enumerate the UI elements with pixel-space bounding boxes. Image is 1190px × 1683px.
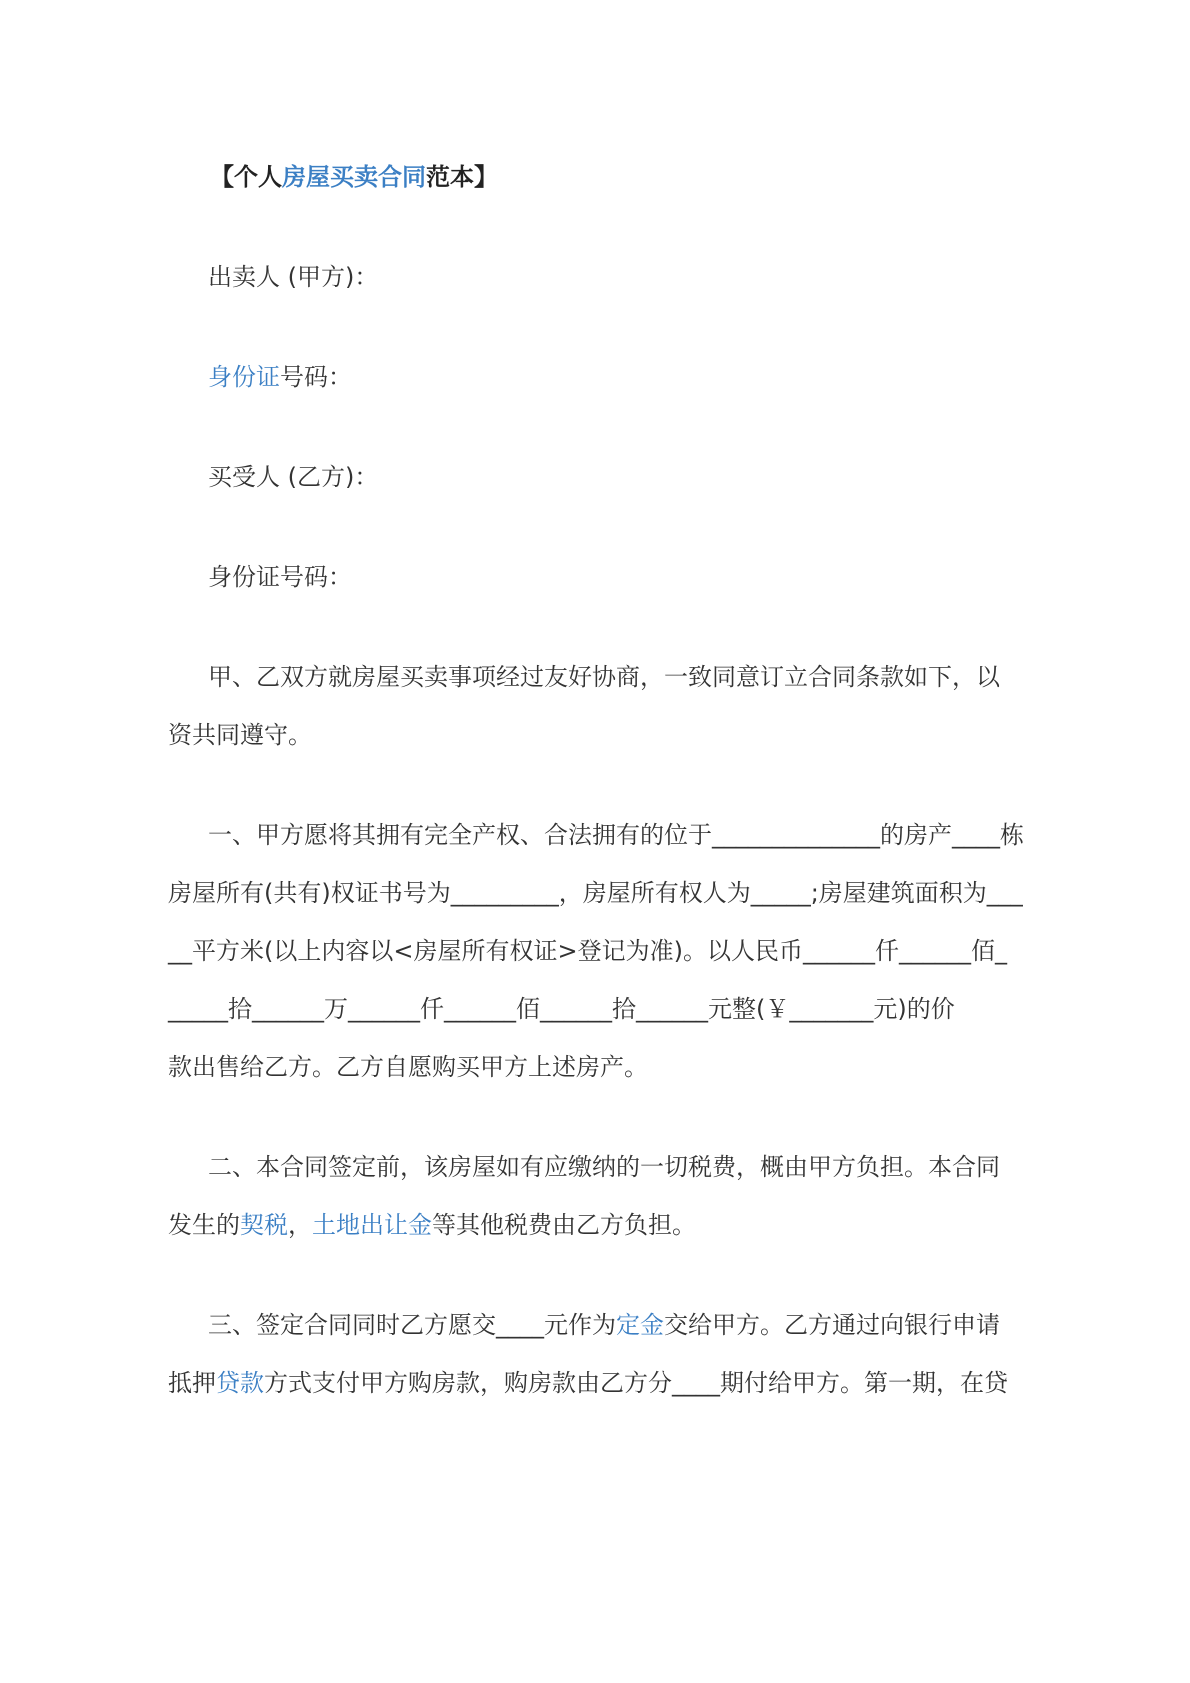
document-title [210, 160, 498, 194]
buyer-label: 买受人 (乙方)： [208, 463, 379, 491]
title-open: 【个人 [210, 163, 282, 191]
loan-link[interactable]: 贷款 [216, 1369, 264, 1397]
seller-label: 出卖人 (甲方)： [208, 263, 379, 291]
clause3-text-c: 抵押 [168, 1369, 216, 1397]
clause3-text-b: 交给甲方。乙方通过向银行申请 [664, 1311, 1000, 1339]
clause3-text-d: 方式支付甲方购房款，购房款由乙方分____期付给甲方。第一期，在贷 [264, 1369, 1008, 1397]
id-card-link[interactable]: 身份证 [208, 363, 280, 391]
clause2-text-b: ， [288, 1211, 312, 1239]
clause2-line-1: 二、本合同签定前，该房屋如有应缴纳的一切税费，概由甲方负担。本合同 [208, 1153, 1000, 1181]
clause3-line-2 [168, 1366, 1008, 1400]
land-transfer-fee-link[interactable]: 土地出让金 [312, 1211, 432, 1239]
clause1-line-3: __平方米(以上内容以<房屋所有权证>登记为准)。以人民币______仟______佰_ [168, 937, 1007, 965]
clause2-text-a: 发生的 [168, 1211, 240, 1239]
clause3-line-1 [208, 1308, 1000, 1342]
buyer-id-label: 身份证号码： [208, 563, 352, 591]
seller-id-label [208, 360, 352, 394]
title-close: 范本】 [426, 163, 498, 191]
clause2-line-2 [168, 1208, 696, 1242]
intro-line-2: 资共同遵守。 [168, 721, 312, 749]
deed-tax-link[interactable]: 契税 [240, 1211, 288, 1239]
clause1-line-1: 一、甲方愿将其拥有完全产权、合法拥有的位于______________的房产____栋 [208, 821, 1024, 849]
clause1-line-2: 房屋所有(共有)权证书号为_________，房屋所有权人为_____;房屋建筑面积为___ [168, 879, 1023, 907]
title-link-house-contract[interactable]: 房屋买卖合同 [282, 163, 426, 191]
clause2-text-c: 等其他税费由乙方负担。 [432, 1211, 696, 1239]
clause3-text-a: 三、签定合同同时乙方愿交____元作为 [208, 1311, 616, 1339]
intro-line-1: 甲、乙双方就房屋买卖事项经过友好协商，一致同意订立合同条款如下，以 [208, 663, 1000, 691]
clause1-line-4: _____拾______万______仟______佰______拾______元整(￥_______元)的价 [168, 995, 955, 1023]
seller-id-rest: 号码： [280, 363, 352, 391]
deposit-link[interactable]: 定金 [616, 1311, 664, 1339]
clause1-line-5: 款出售给乙方。乙方自愿购买甲方上述房产。 [168, 1053, 648, 1081]
